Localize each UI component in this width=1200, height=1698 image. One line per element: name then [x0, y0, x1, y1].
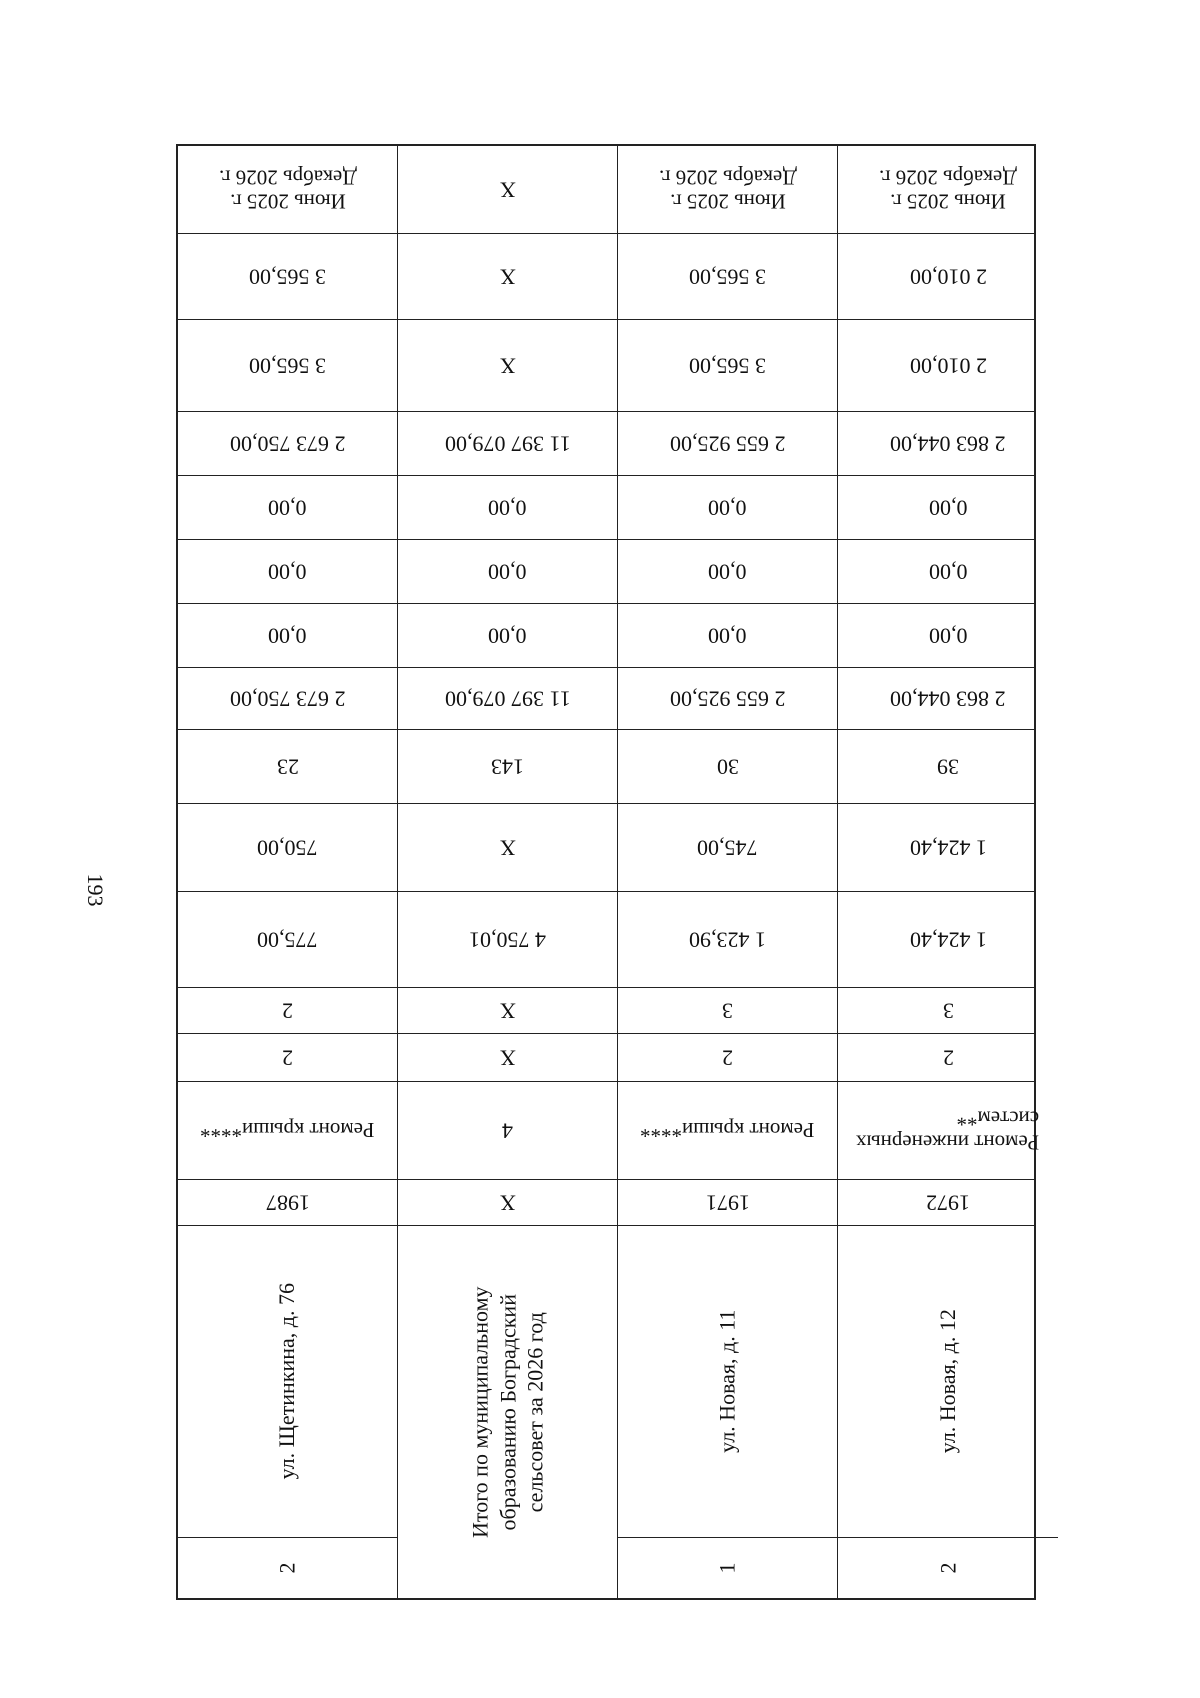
cell-count: 39: [937, 754, 959, 780]
table-row-total-cost: [178, 412, 1034, 476]
cell-period: Июнь 2025 г. Декабрь 2026 г.: [178, 146, 398, 233]
cell-cost: 2 673 750,00: [178, 668, 398, 729]
cell-cost: 2 673 750,00: [178, 412, 398, 475]
cell-zero: 0,00: [928, 559, 968, 585]
cell-zero: 0,00: [398, 604, 618, 667]
cell-count: 30: [618, 730, 838, 803]
cell-zero: 0,00: [618, 540, 838, 603]
cell-work-type: Ремонт инженерных систем**: [856, 1106, 1040, 1155]
cell-zero: 0,00: [398, 540, 618, 603]
cell-year: 1971: [618, 1180, 838, 1225]
table-row-number: [178, 1034, 1034, 1082]
row-number: 2: [274, 1562, 300, 1574]
cell-area: 745,00: [618, 804, 838, 891]
cell-area: 750,00: [178, 804, 398, 891]
cell-cost: 2 655 925,00: [618, 668, 838, 729]
cell-address: [178, 1226, 398, 1598]
cell-period: Июнь 2025 г. Декабрь 2026 г.: [879, 165, 1017, 214]
cell-area: 1 424,40: [909, 927, 987, 953]
table-row-zero: [178, 540, 1034, 604]
cell-number: 2: [942, 1045, 954, 1071]
cell-area: X: [398, 804, 618, 891]
cell-year: 1987: [178, 1180, 398, 1225]
table-row-count: [178, 730, 1034, 804]
cell-work-type: 4: [398, 1082, 618, 1179]
cell-zero: 0,00: [928, 495, 968, 521]
cell-period: Июнь 2025 г. Декабрь 2026 г.: [618, 146, 838, 233]
table-row-area: [178, 804, 1034, 892]
table-row-work-type: [178, 1082, 1040, 1180]
cell-number: X: [398, 1034, 618, 1081]
cell-area: 4 750,01: [398, 892, 618, 987]
cell-number: 3: [942, 998, 954, 1024]
cell-number: 2: [178, 988, 398, 1033]
table-row-value-a: [178, 234, 1034, 320]
table-row-period: [178, 146, 1034, 234]
row-number: 1: [714, 1562, 740, 1574]
cell-cost: 11 397 079,00: [398, 412, 618, 475]
cell-zero: 0,00: [178, 540, 398, 603]
cell-cost: 11 397 079,00: [398, 668, 618, 729]
cell-value: 3 565,00: [178, 234, 398, 319]
cell-area: 775,00: [178, 892, 398, 987]
cell-address: [398, 1226, 618, 1598]
table-row-zero: [178, 604, 1034, 668]
cell-value: 2 010,00: [909, 264, 987, 290]
table-row-zero: [178, 476, 1034, 540]
cell-count: 23: [178, 730, 398, 803]
address-text: ул. Щетинкина, д. 76: [274, 1283, 300, 1480]
repair-schedule-table: [176, 144, 1040, 1600]
table-row-total-cost: [178, 668, 1034, 730]
cell-count: 143: [398, 730, 618, 803]
cell-number: 2: [178, 1034, 398, 1081]
table-row-year: [178, 1180, 1034, 1226]
cell-value: 3 565,00: [618, 320, 838, 411]
cell-cost: 2 863 044,00: [890, 686, 1006, 712]
cell-area: 1 424,40: [909, 835, 987, 861]
cell-value: 3 565,00: [178, 320, 398, 411]
cell-value: X: [398, 320, 618, 411]
cell-address: [618, 1226, 838, 1598]
cell-zero: 0,00: [398, 476, 618, 539]
address-text: ул. Новая, д. 11: [714, 1309, 740, 1454]
cell-year: X: [398, 1180, 618, 1225]
table-row-area: [178, 892, 1034, 988]
cell-cost: 2 655 925,00: [618, 412, 838, 475]
table-row-value-b: [178, 320, 1034, 412]
cell-cost: 2 863 044,00: [890, 431, 1006, 457]
table-row-address: [178, 1226, 1034, 1598]
page-number: 193: [83, 873, 108, 907]
cell-number: X: [398, 988, 618, 1033]
cell-value: X: [398, 234, 618, 319]
cell-zero: 0,00: [618, 476, 838, 539]
address-text: ул. Новая, д. 12: [934, 1309, 960, 1454]
cell-value: 3 565,00: [618, 234, 838, 319]
cell-work-type: Ремонт крыши****: [178, 1082, 398, 1179]
cell-period: X: [398, 146, 618, 233]
cell-zero: 0,00: [178, 476, 398, 539]
cell-work-type: Ремонт крыши****: [618, 1082, 838, 1179]
cell-number: 3: [618, 988, 838, 1033]
cell-number: 2: [618, 1034, 838, 1081]
total-label: Итого по муниципальному образованию Боградский сельсовет за 2026 год: [467, 1286, 548, 1538]
cell-area: 1 423,90: [618, 892, 838, 987]
cell-address: [838, 1226, 1058, 1598]
table-row-number: [178, 988, 1034, 1034]
cell-zero: 0,00: [618, 604, 838, 667]
cell-value: 2 010,00: [909, 353, 987, 379]
cell-zero: 0,00: [178, 604, 398, 667]
cell-year: 1972: [926, 1190, 970, 1216]
row-number: 2: [935, 1562, 960, 1574]
cell-zero: 0,00: [928, 623, 968, 649]
